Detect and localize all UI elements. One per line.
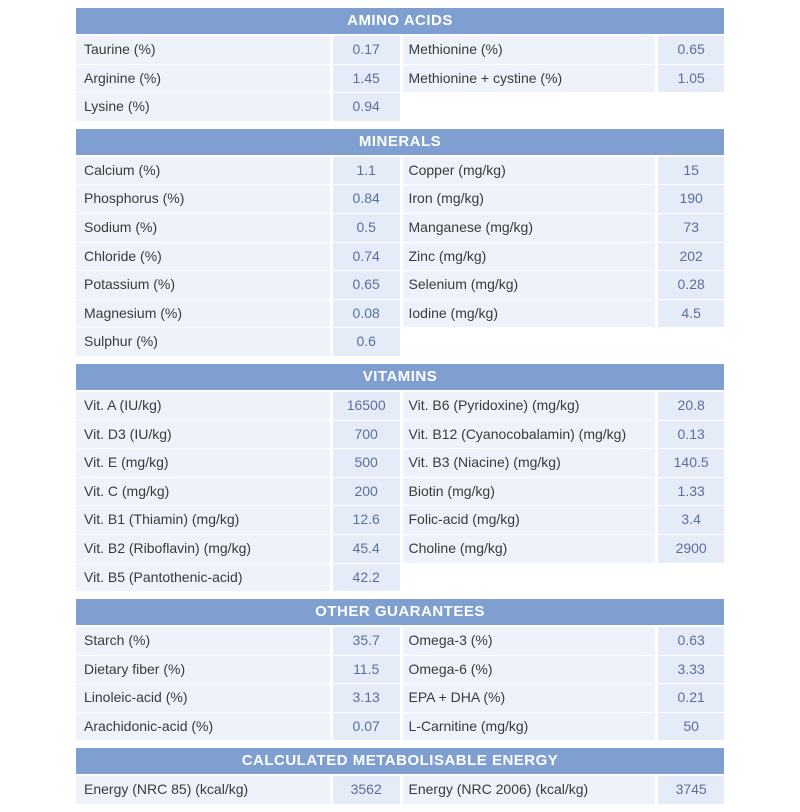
- nutrient-label: Selenium (mg/kg): [403, 271, 656, 299]
- nutrient-value: 35.7: [333, 627, 400, 655]
- nutrient-label: Vit. B12 (Cyanocobalamin) (mg/kg): [403, 421, 656, 449]
- nutrient-label: Dietary fiber (%): [76, 656, 330, 684]
- table-row: [76, 271, 724, 299]
- nutrient-label: Vit. C (mg/kg): [76, 478, 330, 506]
- nutrient-label: Biotin (mg/kg): [403, 478, 656, 506]
- table-row: [76, 36, 724, 64]
- nutrient-value: 0.17: [333, 36, 400, 64]
- nutrient-label: Phosphorus (%): [76, 185, 330, 213]
- table-row: [76, 421, 724, 449]
- nutrient-value: 0.08: [333, 300, 400, 328]
- nutrient-value: 4.5: [658, 300, 724, 328]
- table-row: [76, 449, 724, 477]
- empty-cell: [403, 564, 656, 592]
- section-calculated-metabolisable-energy: [76, 748, 724, 804]
- section-header: MINERALS: [76, 129, 724, 155]
- nutrient-value: 0.63: [658, 627, 724, 655]
- nutrient-label: Chloride (%): [76, 243, 330, 271]
- empty-cell: [403, 93, 656, 121]
- nutrient-value: 12.6: [333, 506, 400, 534]
- nutrient-value: 3.33: [658, 656, 724, 684]
- nutrient-value: 0.94: [333, 93, 400, 121]
- nutrient-label: Choline (mg/kg): [403, 535, 656, 563]
- nutrient-label: Potassium (%): [76, 271, 330, 299]
- table-row: [76, 157, 724, 185]
- nutrient-value: 500: [333, 449, 400, 477]
- nutrient-value: 3.4: [658, 506, 724, 534]
- table-row: [76, 328, 724, 356]
- table-row: [76, 243, 724, 271]
- nutrient-label: Magnesium (%): [76, 300, 330, 328]
- table-row: [76, 65, 724, 93]
- empty-cell: [658, 93, 724, 121]
- table-row: [76, 392, 724, 420]
- nutrient-label: Iron (mg/kg): [403, 185, 656, 213]
- table-row: [76, 185, 724, 213]
- nutrient-value: 0.65: [333, 271, 400, 299]
- nutrient-value: 16500: [333, 392, 400, 420]
- nutrient-value: 3.13: [333, 684, 400, 712]
- nutrient-label: Energy (NRC 85) (kcal/kg): [76, 776, 330, 804]
- nutrient-value: 3562: [333, 776, 400, 804]
- nutrient-label: Calcium (%): [76, 157, 330, 185]
- nutrient-value: 0.65: [658, 36, 724, 64]
- empty-cell: [403, 328, 656, 356]
- table-row: [76, 535, 724, 563]
- nutrient-value: 0.21: [658, 684, 724, 712]
- empty-cell: [658, 564, 724, 592]
- nutrient-value: 200: [333, 478, 400, 506]
- nutrient-value: 1.33: [658, 478, 724, 506]
- table-row: [76, 300, 724, 328]
- section-minerals: [76, 129, 724, 356]
- nutrient-label: Vit. B2 (Riboflavin) (mg/kg): [76, 535, 330, 563]
- nutrient-label: EPA + DHA (%): [403, 684, 656, 712]
- nutrient-value: 202: [658, 243, 724, 271]
- nutrient-value: 2900: [658, 535, 724, 563]
- nutrient-label: Omega-3 (%): [403, 627, 656, 655]
- nutrient-label: Vit. B5 (Pantothenic-acid): [76, 564, 330, 592]
- nutrient-label: Linoleic-acid (%): [76, 684, 330, 712]
- nutrient-label: Lysine (%): [76, 93, 330, 121]
- nutrient-label: Arginine (%): [76, 65, 330, 93]
- nutrient-label: Vit. A (IU/kg): [76, 392, 330, 420]
- table-row: [76, 478, 724, 506]
- nutrient-label: Vit. E (mg/kg): [76, 449, 330, 477]
- nutrient-value: 50: [658, 713, 724, 741]
- table-row: [76, 656, 724, 684]
- section-header: VITAMINS: [76, 364, 724, 390]
- nutrient-label: Methionine + cystine (%): [403, 65, 656, 93]
- section-header: AMINO ACIDS: [76, 8, 724, 34]
- nutrient-label: Manganese (mg/kg): [403, 214, 656, 242]
- nutrient-value: 20.8: [658, 392, 724, 420]
- nutrient-value: 45.4: [333, 535, 400, 563]
- nutrient-label: Sulphur (%): [76, 328, 330, 356]
- nutrient-value: 11.5: [333, 656, 400, 684]
- nutrient-value: 700: [333, 421, 400, 449]
- nutrient-value: 0.07: [333, 713, 400, 741]
- nutrient-label: Energy (NRC 2006) (kcal/kg): [403, 776, 656, 804]
- nutrient-label: Copper (mg/kg): [403, 157, 656, 185]
- nutrient-value: 190: [658, 185, 724, 213]
- nutrient-value: 1.1: [333, 157, 400, 185]
- nutrient-value: 1.45: [333, 65, 400, 93]
- nutrient-label: L-Carnitine (mg/kg): [403, 713, 656, 741]
- nutrient-value: 0.13: [658, 421, 724, 449]
- nutrient-label: Folic-acid (mg/kg): [403, 506, 656, 534]
- nutrient-value: 42.2: [333, 564, 400, 592]
- nutrition-table: [76, 8, 724, 812]
- empty-cell: [658, 328, 724, 356]
- table-row: [76, 713, 724, 741]
- table-row: [76, 93, 724, 121]
- nutrient-value: 0.6: [333, 328, 400, 356]
- nutrient-label: Taurine (%): [76, 36, 330, 64]
- nutrient-label: Vit. B6 (Pyridoxine) (mg/kg): [403, 392, 656, 420]
- section-header: OTHER GUARANTEES: [76, 599, 724, 625]
- table-row: [76, 684, 724, 712]
- nutrient-label: Arachidonic-acid (%): [76, 713, 330, 741]
- nutrient-value: 3745: [658, 776, 724, 804]
- nutrient-label: Omega-6 (%): [403, 656, 656, 684]
- section-other-guarantees: [76, 599, 724, 740]
- table-row: [76, 214, 724, 242]
- nutrient-value: 0.28: [658, 271, 724, 299]
- nutrient-label: Starch (%): [76, 627, 330, 655]
- nutrient-label: Iodine (mg/kg): [403, 300, 656, 328]
- nutrient-value: 15: [658, 157, 724, 185]
- nutrient-value: 0.84: [333, 185, 400, 213]
- nutrient-value: 1.05: [658, 65, 724, 93]
- nutrient-value: 0.5: [333, 214, 400, 242]
- nutrient-label: Vit. B3 (Niacine) (mg/kg): [403, 449, 656, 477]
- section-vitamins: [76, 364, 724, 591]
- nutrient-label: Methionine (%): [403, 36, 656, 64]
- nutrient-value: 73: [658, 214, 724, 242]
- table-row: [76, 627, 724, 655]
- section-amino-acids: [76, 8, 724, 121]
- nutrient-value: 140.5: [658, 449, 724, 477]
- nutrient-label: Zinc (mg/kg): [403, 243, 656, 271]
- nutrient-label: Vit. B1 (Thiamin) (mg/kg): [76, 506, 330, 534]
- table-row: [76, 564, 724, 592]
- nutrient-label: Vit. D3 (IU/kg): [76, 421, 330, 449]
- table-row: [76, 506, 724, 534]
- section-header: CALCULATED METABOLISABLE ENERGY: [76, 748, 724, 774]
- nutrient-value: 0.74: [333, 243, 400, 271]
- nutrient-label: Sodium (%): [76, 214, 330, 242]
